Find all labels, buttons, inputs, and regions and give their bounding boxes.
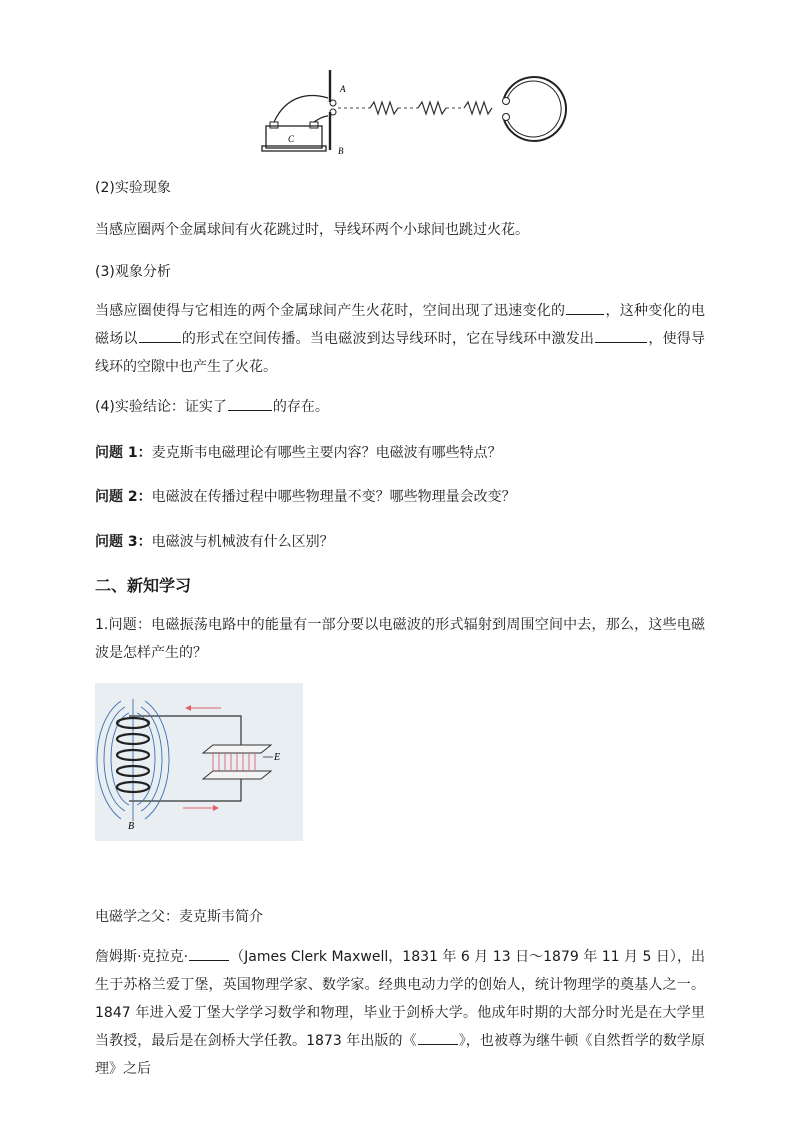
- bio-paragraph: [95, 943, 705, 1083]
- item-1-text: 1.问题：电磁振荡电路中的能量有一部分要以电磁波的形式辐射到周围空间中去，那么，这些电磁波是怎样产生的？: [95, 617, 705, 661]
- analysis-part-3: 的形式在空间传播。当电磁波到达导线环时，它在导线环中激发出: [181, 331, 595, 347]
- section-3-title: (3)观象分析: [95, 264, 171, 280]
- question-3-text: 电磁波与机械波有什么区别？: [151, 534, 334, 550]
- analysis-paragraph: [95, 297, 705, 381]
- label-c: C: [288, 134, 295, 144]
- question-2-label: 问题 2：: [95, 489, 152, 505]
- question-2-text: 电磁波在传播过程中哪些物理量不变？哪些物理量会改变？: [151, 489, 516, 505]
- label-b-field: B: [128, 821, 135, 832]
- figure-lc-circuit: [95, 683, 303, 841]
- question-3-label: 问题 3：: [95, 534, 152, 550]
- blank-3[interactable]: [595, 328, 647, 343]
- conclusion-prefix: (4)实验结论：证实了: [95, 399, 227, 415]
- analysis-part-1: 当感应圈使得与它相连的两个金属球间产生火花时，空间出现了迅速变化的: [95, 303, 566, 319]
- conclusion-suffix: 的存在。: [272, 399, 329, 415]
- question-2: [95, 487, 516, 507]
- question-1: [95, 443, 502, 463]
- question-3: [95, 532, 334, 552]
- bio-title: 电磁学之父：麦克斯韦简介: [95, 909, 263, 925]
- figure-spark-apparatus: [258, 68, 568, 160]
- analysis-part-2: ，这种变化的电磁场以: [95, 303, 705, 347]
- observation-text: 当感应圈两个金属球间有火花跳过时，导线环两个小球间也跳过火花。: [95, 222, 529, 238]
- bio-part-2: （James Clerk Maxwell，1831 年 6 月 13 日～1879 年 11 月 5 日），出生于苏格兰爱丁堡，英国物理学家、数学家。经典电动力学的创始人，统计物理学的奠基人之一。1847 年进入爱丁堡大学学习数学和物理，毕业于剑桥大学。他成年时期的大部分时光是在大学里当教授，最后是在剑桥大学任教。1873 年出版的《: [95, 949, 705, 1049]
- lc-circuit-drawing: [95, 683, 303, 841]
- analysis-part-4: ，使得导线环的空隙中也产生了火花。: [95, 331, 706, 375]
- blank-1[interactable]: [566, 300, 604, 315]
- new-section-heading: 二、新知学习: [95, 576, 192, 595]
- bio-part-1: 詹姆斯·克拉克·: [95, 949, 189, 965]
- blank-6[interactable]: [418, 1030, 458, 1045]
- conclusion-line: [95, 396, 329, 417]
- blank-2[interactable]: [139, 328, 181, 343]
- section-2-title: (2)实验现象: [95, 180, 171, 196]
- blank-4[interactable]: [228, 396, 272, 411]
- question-1-text: 麦克斯韦电磁理论有哪些主要内容？电磁波有哪些特点？: [151, 445, 502, 461]
- bio-part-3: 》，也被尊为继牛顿《自然哲学的数学原理》之后: [95, 1033, 706, 1077]
- label-a: A: [340, 84, 346, 94]
- apparatus-drawing: [258, 68, 568, 160]
- label-b: B: [338, 146, 344, 156]
- label-e: E: [274, 752, 281, 763]
- question-1-label: 问题 1：: [95, 445, 152, 461]
- blank-5[interactable]: [189, 946, 229, 961]
